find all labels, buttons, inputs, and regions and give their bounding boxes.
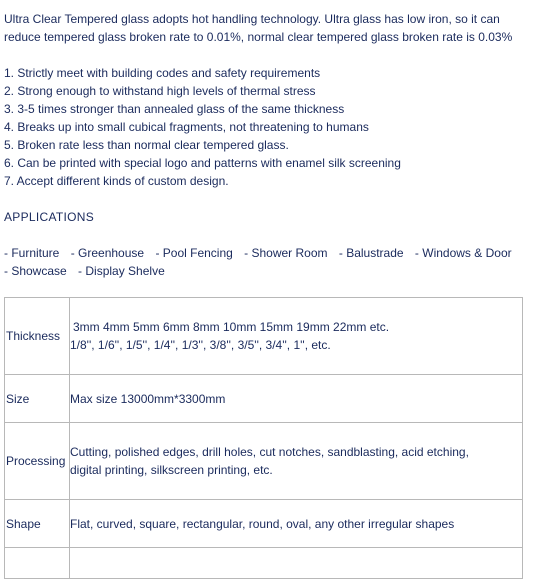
application-item: - Windows & Door	[414, 246, 512, 260]
feature-item: 2. Strong enough to withstand high levels of thermal stress	[4, 84, 316, 98]
application-item: - Greenhouse	[70, 246, 145, 260]
feature-item: 4. Breaks up into small cubical fragments, not threatening to humans	[4, 120, 369, 134]
product-description	[4, 0, 542, 280]
applications-list	[4, 244, 542, 280]
shape-value: Flat, curved, square, rectangular, round, oval, any other irregular shapes	[70, 500, 523, 548]
processing-line-1: Cutting, polished edges, drill holes, cut notches, sandblasting, acid etching,	[70, 445, 469, 459]
table-row	[5, 548, 523, 579]
spec-table	[4, 297, 523, 579]
empty-cell	[70, 548, 523, 579]
application-item: - Showcase	[4, 264, 67, 278]
table-row	[5, 423, 523, 500]
application-item: - Display Shelve	[78, 264, 165, 278]
thickness-value	[70, 298, 523, 375]
processing-line-2: digital printing, silkscreen printing, etc.	[70, 463, 273, 477]
processing-value	[70, 423, 523, 500]
thickness-label: Thickness	[5, 298, 70, 375]
thickness-imperial: 1/8'', 1/6'', 1/5'', 1/4'', 1/3'', 3/8'', 3/5'', 3/4'', 1'', etc.	[70, 338, 331, 352]
application-item: - Balustrade	[338, 246, 404, 260]
shape-label: Shape	[5, 500, 70, 548]
feature-item: 6. Can be printed with special logo and patterns with enamel silk screening	[4, 156, 401, 170]
size-value: Max size 13000mm*3300mm	[70, 375, 523, 423]
empty-cell	[5, 548, 70, 579]
application-item: - Shower Room	[244, 246, 328, 260]
table-row	[5, 375, 523, 423]
table-row	[5, 298, 523, 375]
feature-list	[4, 64, 542, 190]
feature-item: 7. Accept different kinds of custom design.	[4, 174, 229, 188]
processing-label: Processing	[5, 423, 70, 500]
applications-heading: APPLICATIONS	[4, 210, 95, 224]
intro-paragraph	[4, 0, 542, 46]
table-row	[5, 500, 523, 548]
thickness-metric: 3mm 4mm 5mm 6mm 8mm 10mm 15mm 19mm 22mm etc.	[73, 320, 390, 334]
size-label: Size	[5, 375, 70, 423]
feature-item: 5. Broken rate less than normal clear tempered glass.	[4, 138, 289, 152]
feature-item: 3. 3-5 times stronger than annealed glass of the same thickness	[4, 102, 345, 116]
application-item: - Pool Fencing	[155, 246, 233, 260]
intro-line-1: Ultra Clear Tempered glass adopts hot handling technology. Ultra glass has low iron, so it can	[4, 12, 500, 26]
application-item: - Furniture	[4, 246, 60, 260]
intro-line-2: reduce tempered glass broken rate to 0.01%, normal clear tempered glass broken rate is 0.03%	[4, 30, 513, 44]
feature-item: 1. Strictly meet with building codes and safety requirements	[4, 66, 321, 80]
